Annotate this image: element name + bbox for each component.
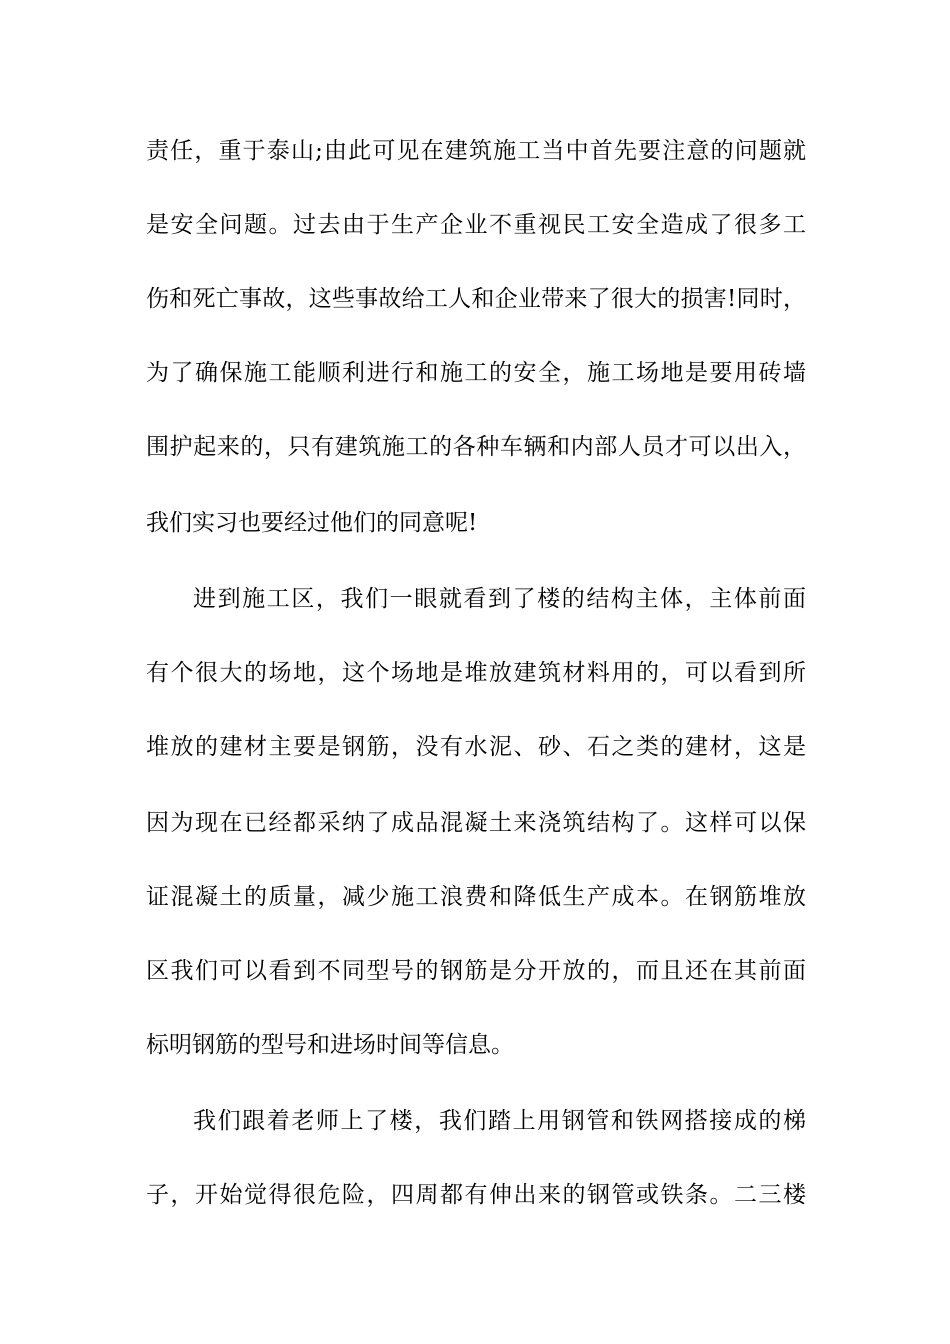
text-line: 堆放的建材主要是钢筋，没有水泥、砂、石之类的建材，这是 [146, 734, 806, 760]
text-line: 证混凝土的质量，减少施工浪费和降低生产成本。在钢筋堆放 [146, 884, 806, 910]
text-line: 伤和死亡事故，这些事故给工人和企业带来了很大的损害!同时， [146, 286, 806, 312]
text-line: 标明钢筋的型号和进场时间等信息。 [146, 1032, 514, 1058]
text-line: 因为现在已经都采纳了成品混凝土来浇筑结构了。这样可以保 [146, 810, 806, 836]
text-line: 区我们可以看到不同型号的钢筋是分开放的，而且还在其前面 [146, 958, 806, 984]
paragraph-start-line: 进到施工区，我们一眼就看到了楼的结构主体，主体前面 [193, 586, 806, 612]
text-line: 有个很大的场地，这个场地是堆放建筑材料用的，可以看到所 [146, 660, 806, 686]
text-line: 为了确保施工能顺利进行和施工的安全，施工场地是要用砖墙 [146, 360, 806, 386]
text-line: 子，开始觉得很危险，四周都有伸出来的钢管或铁条。二三楼 [146, 1182, 806, 1208]
paragraph-start-line: 我们跟着老师上了楼，我们踏上用钢管和铁网搭接成的梯 [193, 1108, 806, 1134]
text-line: 是安全问题。过去由于生产企业不重视民工安全造成了很多工 [146, 212, 806, 238]
text-line: 责任，重于泰山;由此可见在建筑施工当中首先要注意的问题就 [146, 138, 806, 164]
text-line: 我们实习也要经过他们的同意呢! [146, 510, 478, 536]
text-line: 围护起来的，只有建筑施工的各种车辆和内部人员才可以出入， [146, 434, 806, 460]
